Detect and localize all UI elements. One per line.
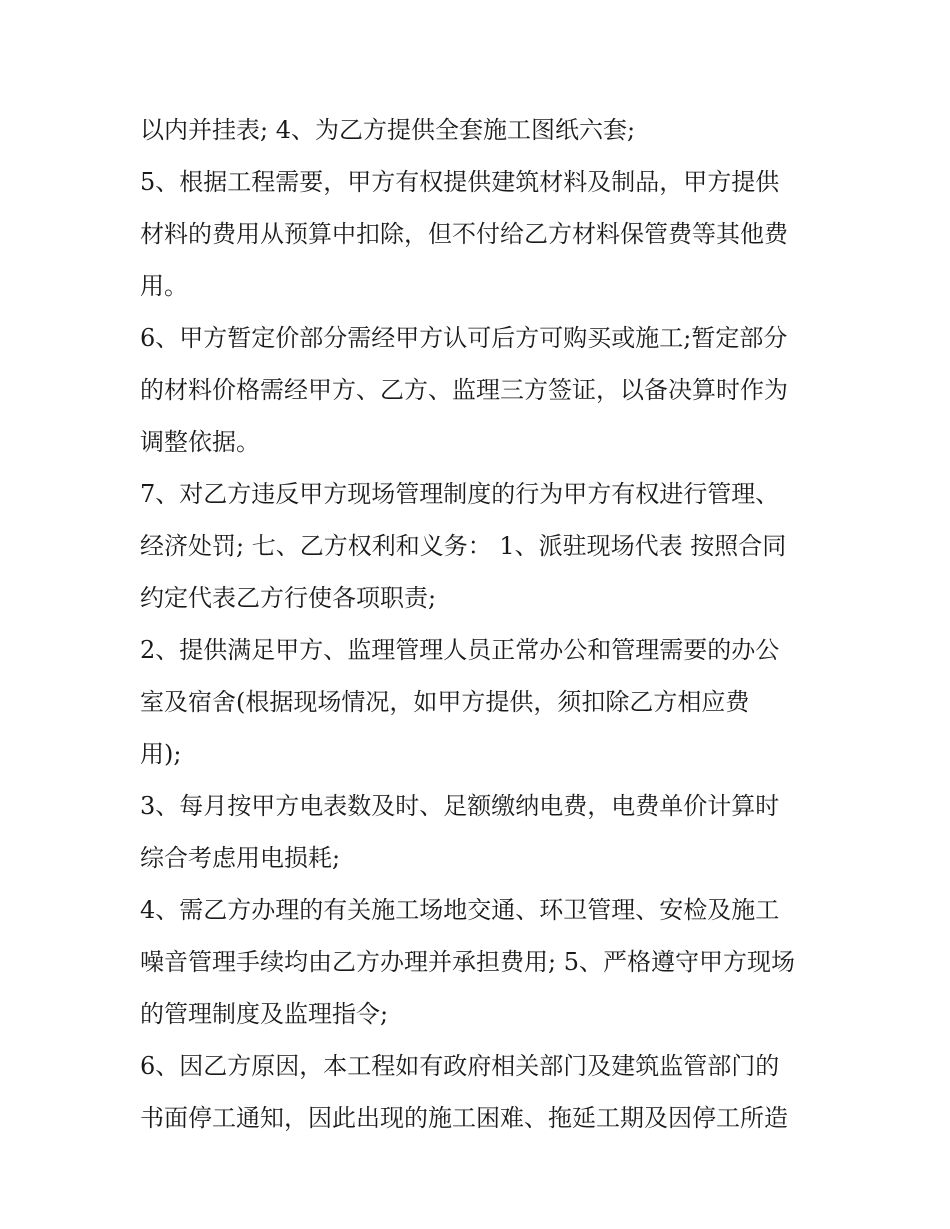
text-line: 调整依据。 [140, 428, 260, 456]
text-line: 书面停工通知，因此出现的施工困难、拖延工期及因停工所造 [140, 1104, 788, 1132]
text-line: 材料的费用从预算中扣除，但不付给乙方材料保管费等其他费 [140, 220, 788, 248]
text-line: 的管理制度及监理指令; [140, 1000, 389, 1028]
text-line: 经济处罚; 七、乙方权利和义务： 1、派驻现场代表 按照合同 [140, 532, 787, 560]
text-line: 4、需乙方办理的有关施工场地交通、环卫管理、安检及施工 [140, 896, 780, 924]
text-line: 6、因乙方原因，本工程如有政府相关部门及建筑监管部门的 [140, 1052, 780, 1080]
text-line: 以内并挂表; 4、为乙方提供全套施工图纸六套; [140, 116, 636, 144]
text-line: 的材料价格需经甲方、乙方、监理三方签证，以备决算时作为 [140, 376, 788, 404]
text-line: 综合考虑用电损耗; [140, 844, 341, 872]
text-line: 3、每月按甲方电表数及时、足额缴纳电费，电费单价计算时 [140, 792, 780, 820]
text-line: 约定代表乙方行使各项职责; [140, 584, 437, 612]
text-line: 用。 [140, 272, 188, 300]
text-line: 5、根据工程需要，甲方有权提供建筑材料及制品，甲方提供 [140, 168, 780, 196]
text-line: 用); [140, 740, 182, 768]
text-line: 2、提供满足甲方、监理管理人员正常办公和管理需要的办公 [140, 636, 780, 664]
text-line: 噪音管理手续均由乙方办理并承担费用; 5、严格遵守甲方现场 [140, 948, 795, 976]
document-body [140, 104, 840, 1144]
text-line: 6、甲方暂定价部分需经甲方认可后方可购买或施工;暂定部分 [140, 324, 788, 352]
text-line: 室及宿舍(根据现场情况，如甲方提供，须扣除乙方相应费 [140, 688, 750, 716]
text-line: 7、对乙方违反甲方现场管理制度的行为甲方有权进行管理、 [140, 480, 780, 508]
